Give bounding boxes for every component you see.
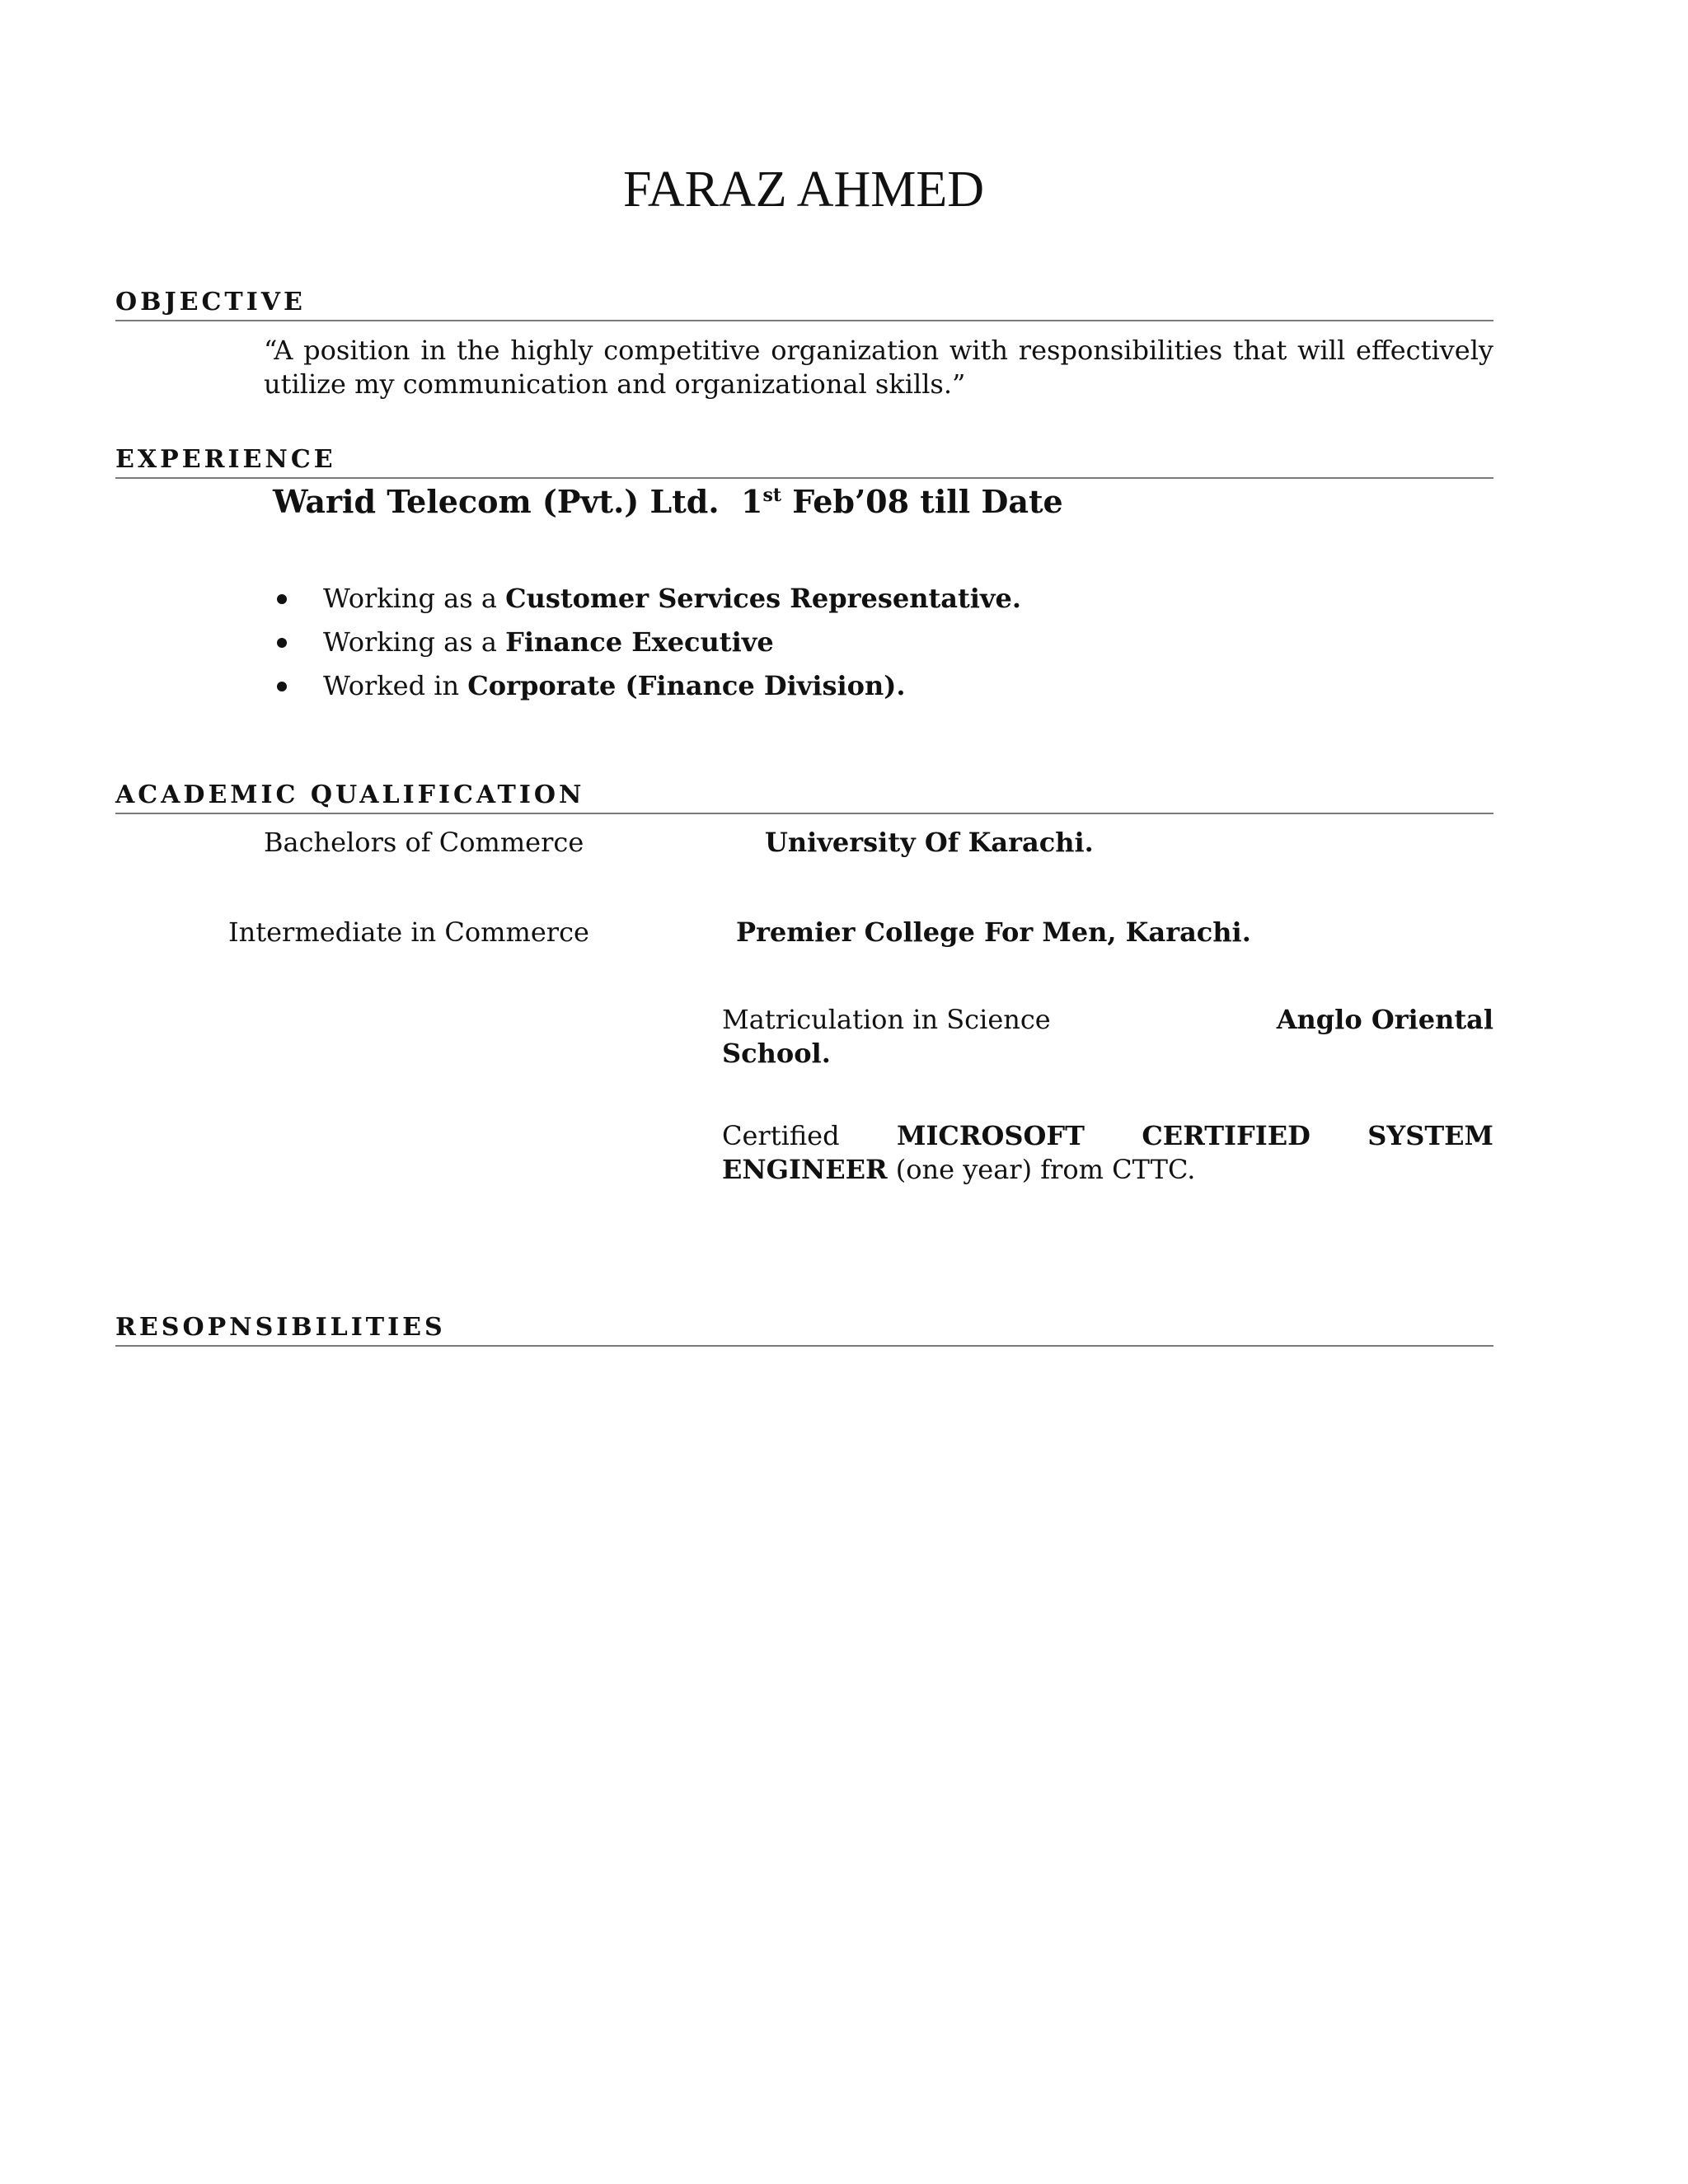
cert-provider: (one year) from CTTC. bbox=[887, 1154, 1196, 1185]
item-prefix: Working as a bbox=[323, 583, 506, 614]
bullet-icon bbox=[277, 638, 287, 648]
experience-list bbox=[272, 577, 1021, 708]
institution-premier-college: Premier College For Men, Karachi. bbox=[736, 916, 1251, 948]
list-item bbox=[272, 577, 1021, 621]
degree-bachelors: Bachelors of Commerce bbox=[264, 827, 584, 858]
item-role: Customer Services Representative. bbox=[505, 583, 1021, 614]
bullet-icon bbox=[277, 594, 287, 604]
cert-word-2: MICROSOFT bbox=[897, 1120, 1085, 1151]
certification-line-1 bbox=[722, 1119, 1493, 1153]
objective-text: “A position in the highly competitive organization with responsibilities that will effectively utilize my communication and organizational skills.” bbox=[264, 335, 1493, 400]
degree-intermediate: Intermediate in Commerce bbox=[228, 916, 589, 948]
institution-school: School. bbox=[722, 1038, 831, 1069]
matriculation-entry bbox=[722, 1003, 1493, 1071]
date-day: 1 bbox=[741, 483, 763, 520]
cert-word-4: SYSTEM bbox=[1367, 1120, 1493, 1151]
bullet-icon bbox=[277, 682, 287, 691]
institution-anglo-oriental: Anglo Oriental bbox=[1276, 1004, 1493, 1035]
item-role: Finance Executive bbox=[505, 626, 774, 658]
list-item bbox=[272, 664, 1021, 708]
experience-company-line bbox=[273, 483, 1063, 520]
item-prefix: Working as a bbox=[323, 626, 506, 658]
date-suffix: st bbox=[762, 485, 782, 506]
company-name: Warid Telecom (Pvt.) Ltd. bbox=[273, 483, 720, 520]
certification-entry bbox=[722, 1119, 1493, 1187]
list-item bbox=[272, 621, 1021, 664]
candidate-name: FARAZ AHMED bbox=[622, 162, 985, 218]
cert-word-1: Certified bbox=[722, 1120, 840, 1151]
objective-heading: OBJECTIVE bbox=[115, 287, 1493, 321]
academic-heading: ACADEMIC QUALIFICATION bbox=[115, 780, 1493, 814]
item-prefix: Worked in bbox=[323, 670, 468, 701]
matriculation-line-1 bbox=[722, 1003, 1493, 1037]
experience-heading: EXPERIENCE bbox=[115, 444, 1493, 479]
certification-line-2 bbox=[722, 1153, 1493, 1187]
responsibilities-heading: RESOPNSIBILITIES bbox=[115, 1312, 1493, 1347]
item-role: Corporate (Finance Division). bbox=[467, 670, 906, 701]
degree-matriculation: Matriculation in Science bbox=[722, 1004, 1051, 1035]
cert-word-3: CERTIFIED bbox=[1142, 1120, 1311, 1151]
cert-engineer: ENGINEER bbox=[722, 1154, 888, 1185]
institution-university-of-karachi: University Of Karachi. bbox=[765, 827, 1094, 858]
date-rest: Feb’08 till Date bbox=[792, 483, 1063, 520]
